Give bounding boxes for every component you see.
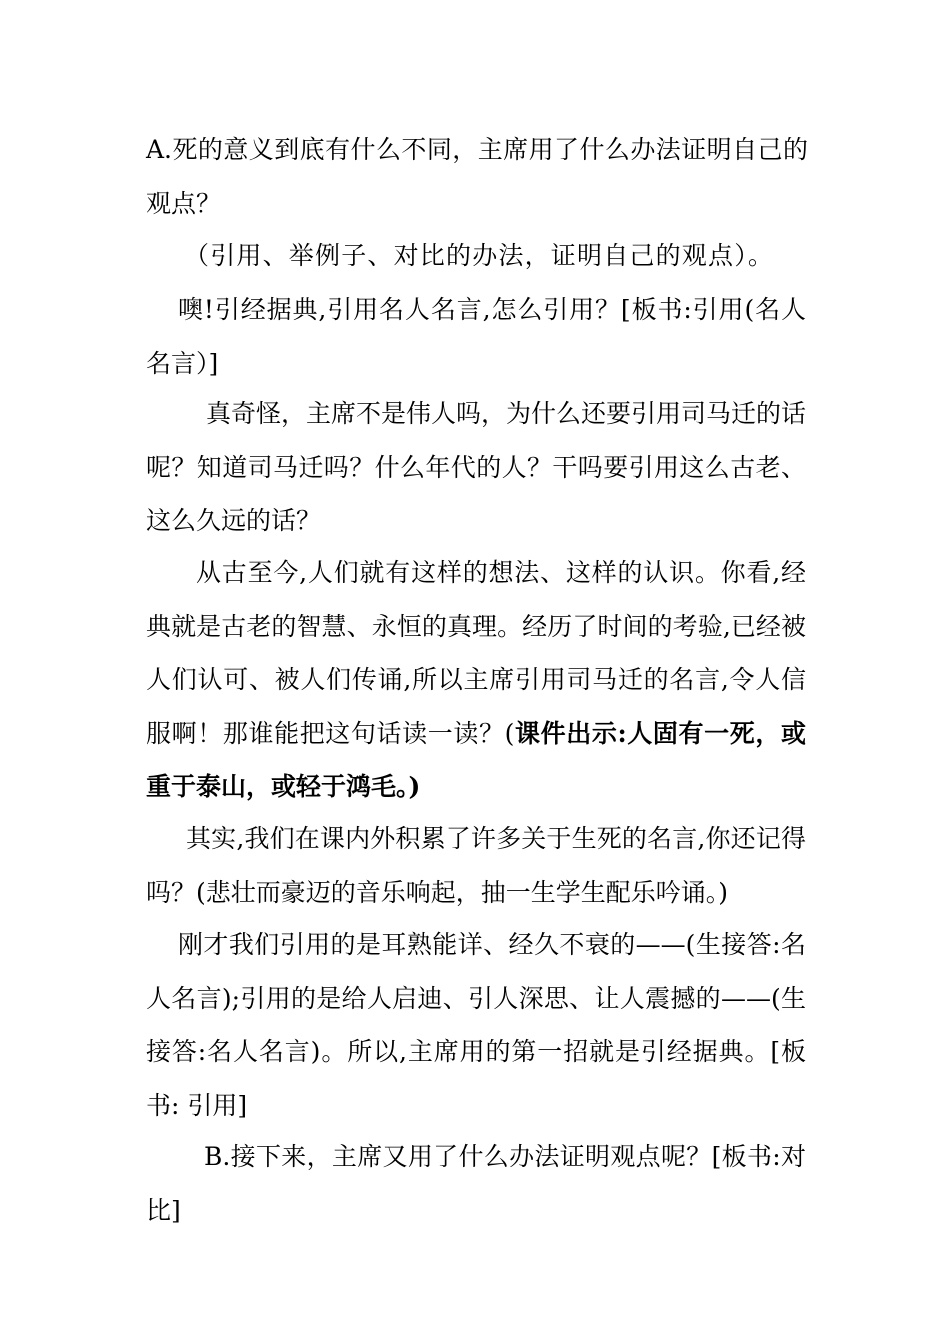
paragraph-summary-quotes (146, 918, 806, 1132)
paragraph-answer-methods (146, 229, 806, 283)
paragraph-question-a (146, 123, 808, 230)
paragraph-question-b (146, 1130, 806, 1237)
paragraph-text: 从古至今,人们就有这样的想法、这样的认识。你看,经典就是古老的智慧、永恒的真理。经历了时间的考验,已经被人们认可、被人们传诵,所以主席引用司马迁的名言,令人信服啊！那谁能把这句话读一读？( (146, 558, 806, 748)
paragraph-text: 其实,我们在课内外积累了许多关于生死的名言,你还记得吗？(悲壮而豪迈的音乐响起，抽一生学生配乐吟诵。) (146, 824, 806, 907)
paragraph-text: B.接下来，主席又用了什么办法证明观点呢？[板书:对比] (146, 1142, 806, 1225)
paragraph-text: 刚才我们引用的是耳熟能详、经久不衰的——(生接答:名人名言);引用的是给人启迪、引人深思、让人震撼的——(生接答:名人名言)。所以,主席用的第一招就是引经据典。[板书: 引用] (146, 930, 806, 1120)
paragraph-text: 真奇怪，主席不是伟人吗，为什么还要引用司马迁的话呢？知道司马迁吗？什么年代的人？干吗要引用这么古老、这么久远的话？ (146, 399, 807, 535)
paragraph-quote-explanation (146, 283, 806, 390)
paragraph-text: 噢!引经据典,引用名人名言,怎么引用？[板书:引用(名人名言）] (146, 295, 806, 378)
paragraph-life-death-quotes (146, 812, 806, 919)
courseware-quote: 课件出示:人固有一死，或重于泰山，或轻于鸿毛。) (146, 718, 806, 801)
paragraph-text: （引用、举例子、对比的办法，证明自己的观点）。 (184, 241, 775, 270)
paragraph-sima-qian-question (146, 387, 806, 548)
paragraph-classics (146, 546, 806, 814)
paragraph-text: A.死的意义到底有什么不同，主席用了什么办法证明自己的观点？ (146, 135, 808, 218)
